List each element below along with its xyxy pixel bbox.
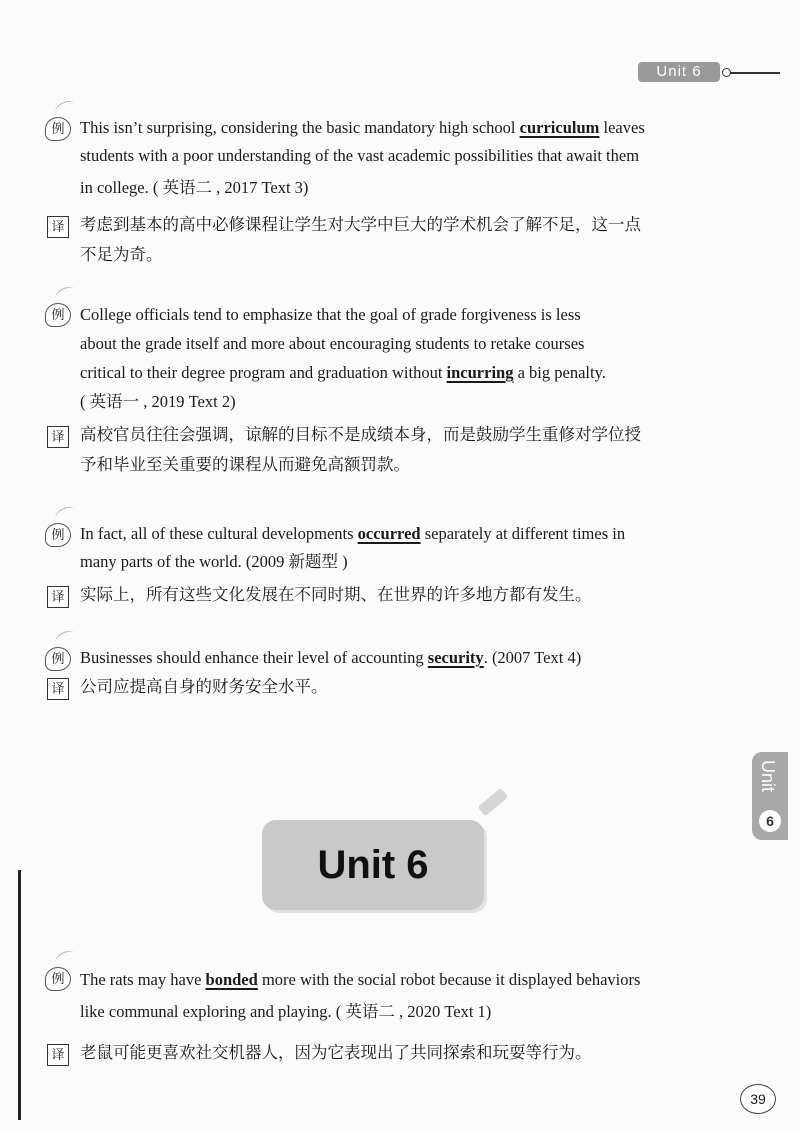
example-block-1 (45, 114, 725, 270)
keyword: occurred (357, 524, 421, 543)
example-block-5 (45, 964, 725, 1068)
sentence-text: Businesses should enhance their level of accounting (80, 648, 428, 667)
example-sentence (45, 964, 725, 1028)
sentence-text: In fact, all of these cultural developments (80, 524, 358, 543)
keyword: curriculum (519, 118, 600, 137)
sentence-source: many parts of the world. (2009 新题型 ) (80, 552, 348, 571)
side-tab-label: Unit (758, 760, 778, 793)
sentence-text: separately at different times in (420, 524, 626, 543)
translation (45, 580, 725, 610)
sentence-text: more with the social robot because it displayed behaviors (257, 970, 641, 989)
example-icon: 例 (45, 967, 71, 991)
sentence-text: a big penalty. (513, 363, 606, 382)
sentence-text: leaves (599, 118, 645, 137)
sentence-text: This isn’t surprising, considering the basic mandatory high school (80, 118, 520, 137)
sentence-text: about the grade itself and more about encouraging students to retake courses (80, 334, 585, 353)
translation-icon: 译 (47, 426, 69, 448)
example-block-3 (45, 520, 725, 610)
sentence-source: ( 英语一 , 2019 Text 2) (80, 392, 236, 411)
sentence-source: in college. ( 英语二 , 2017 Text 3) (80, 178, 309, 197)
keyword: security (427, 648, 484, 667)
keyword: bonded (205, 970, 258, 989)
translation-icon: 译 (47, 216, 69, 238)
feather-icon (54, 628, 77, 646)
sentence-text: College officials tend to emphasize that the goal of grade forgiveness is less (80, 305, 581, 324)
header-dot (722, 68, 731, 77)
translation-text: 予和毕业至关重要的课程从而避免高额罚款。 (80, 455, 410, 474)
translation-icon: 译 (47, 678, 69, 700)
translation (45, 420, 725, 480)
example-block-2 (45, 300, 725, 480)
page-number: 39 (740, 1084, 776, 1114)
sentence-source: like communal exploring and playing. ( 英语二 , 2020 Text 1) (80, 1002, 492, 1021)
translation (45, 1038, 725, 1068)
header-rule (728, 72, 780, 74)
translation (45, 210, 725, 270)
unit-banner: Unit 6 (262, 820, 484, 910)
example-icon: 例 (45, 303, 71, 327)
feather-icon (54, 504, 77, 522)
sentence-text: The rats may have (80, 970, 206, 989)
translation-text: 不足为奇。 (80, 245, 163, 264)
translation-text: 高校官员往往会强调，谅解的目标不是成绩本身，而是鼓励学生重修对学位授 (80, 425, 641, 444)
example-sentence (45, 520, 725, 576)
feather-icon (54, 98, 77, 116)
page-spine (18, 870, 21, 1120)
translation-text: 考虑到基本的高中必修课程让学生对大学中巨大的学术机会了解不足，这一点 (80, 215, 641, 234)
sentence-text: students with a poor understanding of the vast academic possibilities that await them (80, 146, 640, 165)
translation-text: 实际上，所有这些文化发展在不同时期、在世界的许多地方都有发生。 (80, 585, 592, 604)
sentence-source: . (2007 Text 4) (483, 648, 582, 667)
example-sentence (45, 114, 725, 206)
pencil-icon (478, 788, 509, 816)
sentence-text: critical to their degree program and graduation without (80, 363, 447, 382)
example-icon: 例 (45, 523, 71, 547)
example-sentence (45, 300, 725, 416)
translation-text: 公司应提高自身的财务安全水平。 (80, 677, 328, 696)
translation (45, 672, 725, 702)
feather-icon (54, 948, 77, 966)
keyword: incurring (446, 363, 514, 382)
example-icon: 例 (45, 647, 71, 671)
side-tab-number: 6 (759, 810, 781, 832)
feather-icon (54, 284, 77, 302)
translation-icon: 译 (47, 1044, 69, 1066)
header-unit-tab: Unit 6 (638, 62, 720, 82)
translation-icon: 译 (47, 586, 69, 608)
translation-text: 老鼠可能更喜欢社交机器人，因为它表现出了共同探索和玩耍等行为。 (80, 1043, 592, 1062)
example-sentence (45, 644, 725, 672)
example-icon: 例 (45, 117, 71, 141)
example-block-4 (45, 644, 725, 702)
side-unit-tab (752, 752, 788, 840)
